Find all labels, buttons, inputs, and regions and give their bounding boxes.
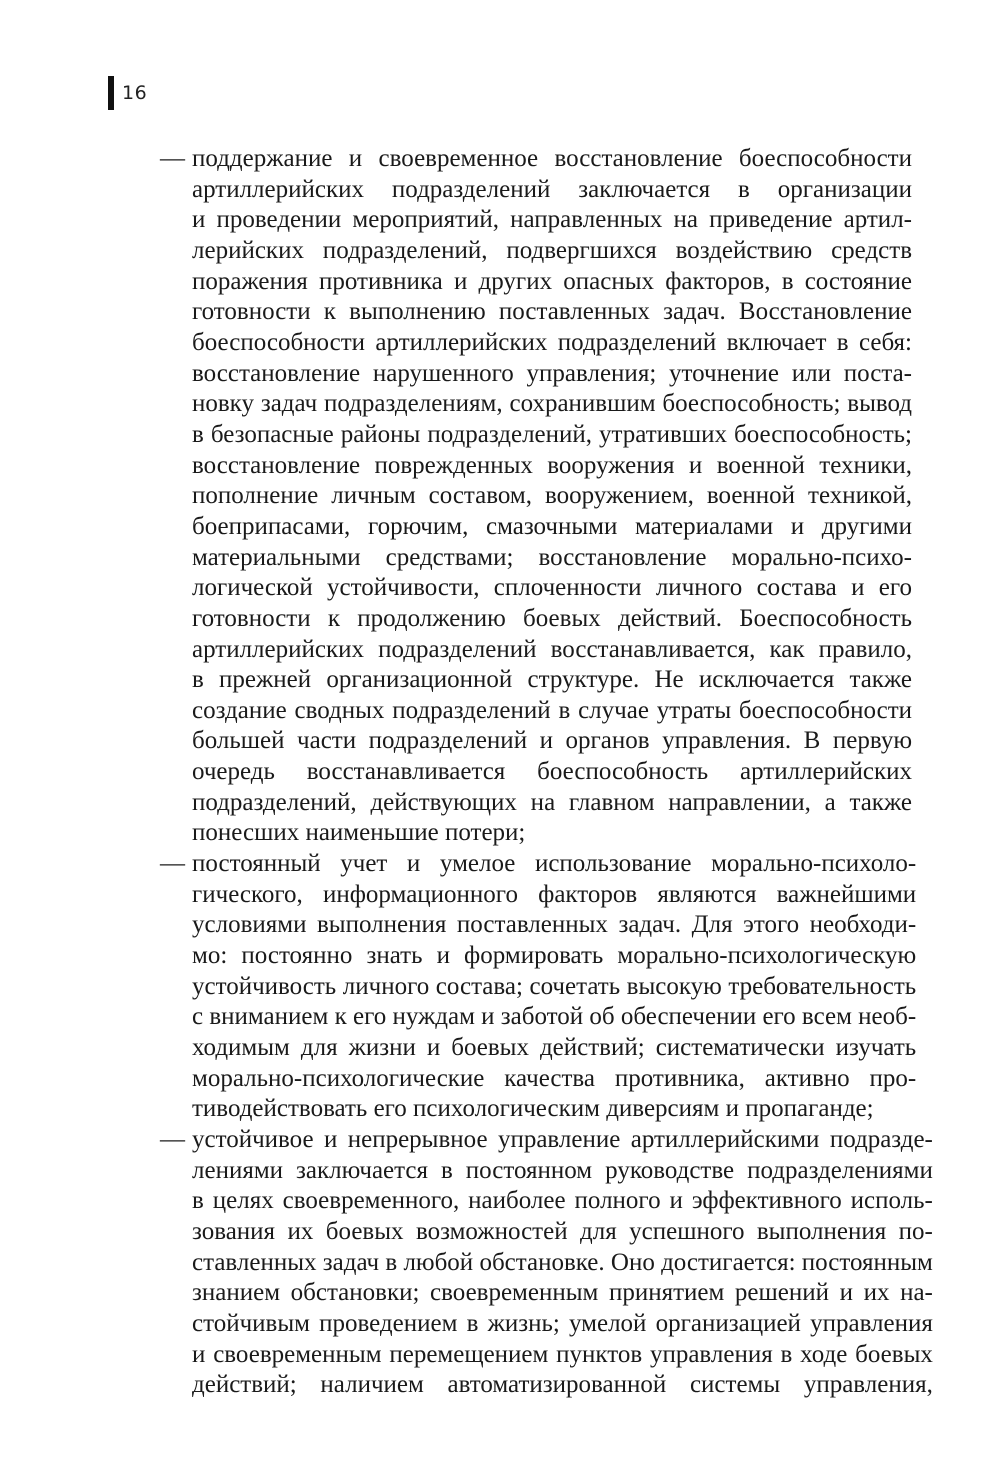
list-item [160, 1125, 933, 1401]
list-item-text [192, 144, 912, 849]
text-line: готовности к выполнению поставленных задач. Восстановление [192, 298, 912, 326]
text-line: лениями заключается в постоянном руководстве подразделениями [192, 1156, 933, 1184]
list-dash: — [160, 145, 185, 172]
text-line: большей части подразделений и органов управления. В первую [192, 727, 912, 755]
text-line: подразделений, действующих на главном направлении, а также [192, 788, 912, 816]
text-line: восстановление нарушенного управления; уточнение или поста- [192, 359, 912, 387]
text-line: логической устойчивости, сплоченности личного состава и его [192, 574, 912, 602]
list-dash: — [160, 850, 185, 878]
page-number-marker [108, 76, 147, 110]
text-line: постоянный учет и умелое использование морально-психоло- [192, 850, 917, 878]
list-item-text [192, 849, 916, 1125]
text-line: знанием обстановки; своевременным принятием решений и их на- [192, 1279, 933, 1307]
text-line: материальными средствами; восстановление морально-психо- [192, 543, 912, 571]
text-line: мо: постоянно знать и формировать морально-психологическую [192, 942, 917, 970]
text-line: артиллерийских подразделений заключается в организации [192, 175, 912, 203]
text-line: морально-психологические качества противника, активно про- [192, 1064, 917, 1092]
text-line: в безопасные районы подразделений, утративших боеспособность; [192, 420, 912, 448]
text-line: устойчивость личного состава; сочетать высокую требовательность [192, 972, 917, 1000]
text-line: действий; наличием автоматизированной системы управления, [192, 1371, 933, 1399]
text-line: в прежней организационной структуре. Не исключается также [192, 666, 912, 694]
text-line: тиводействовать его психологическим диверсиям и пропаганде; [192, 1095, 874, 1123]
list-item [160, 144, 912, 849]
text-line: боеприпасами, горючим, смазочными материалами и другими [192, 512, 912, 540]
text-line: восстановление поврежденных вооружения и военной техники, [192, 451, 912, 479]
page-body [160, 144, 933, 1401]
text-line: боеспособности артиллерийских подразделений включает в себя: [192, 328, 912, 356]
text-line: готовности к продолжению боевых действий. Боеспособность [192, 604, 912, 632]
text-line: создание сводных подразделений в случае утраты боеспособности [192, 696, 912, 724]
list-item [160, 849, 917, 1125]
text-line: очередь восстанавливается боеспособность артиллерийских [192, 758, 912, 786]
text-line: поражения противника и других опасных факторов, в состояние [192, 267, 912, 295]
text-line: артиллерийских подразделений восстанавливается, как правило, [192, 635, 912, 663]
page-number: 16 [122, 82, 148, 104]
text-line: пополнение личным составом, вооружением, военной техникой, [192, 482, 912, 510]
text-line: и проведении мероприятий, направленных на приведение артил- [192, 206, 912, 234]
text-line: устойчивое и непрерывное управление артиллерийскими подразде- [192, 1126, 933, 1153]
list-dash: — [160, 1126, 185, 1153]
text-line: стойчивым проведением в жизнь; умелой организацией управления [192, 1309, 933, 1337]
text-line: новку задач подразделениям, сохранившим боеспособность; вывод [192, 390, 912, 418]
text-line: зования их боевых возможностей для успешного выполнения по- [192, 1217, 933, 1245]
text-line: гического, информационного факторов являются важнейшими [192, 880, 917, 908]
text-line: условиями выполнения поставленных задач. Для этого необходи- [192, 911, 917, 939]
text-line: лерийских подразделений, подвергшихся воздействию средств [192, 236, 912, 264]
list-item-text [192, 1125, 933, 1401]
page-number-bar [108, 76, 114, 110]
text-line: и своевременным перемещением пунктов управления в ходе боевых [192, 1340, 933, 1368]
text-line: в целях своевременного, наиболее полного и эффективного исполь- [192, 1187, 933, 1215]
text-line: понесших наименьшие потери; [192, 819, 526, 847]
text-line: поддержание и своевременное восстановление боеспособности [192, 145, 912, 172]
text-line: ходимым для жизни и боевых действий; систематически изучать [192, 1034, 917, 1062]
text-line: ставленных задач в любой обстановке. Оно достигается: постоянным [192, 1248, 933, 1276]
text-line: с вниманием к его нуждам и заботой об обеспечении его всем необ- [192, 1003, 917, 1031]
